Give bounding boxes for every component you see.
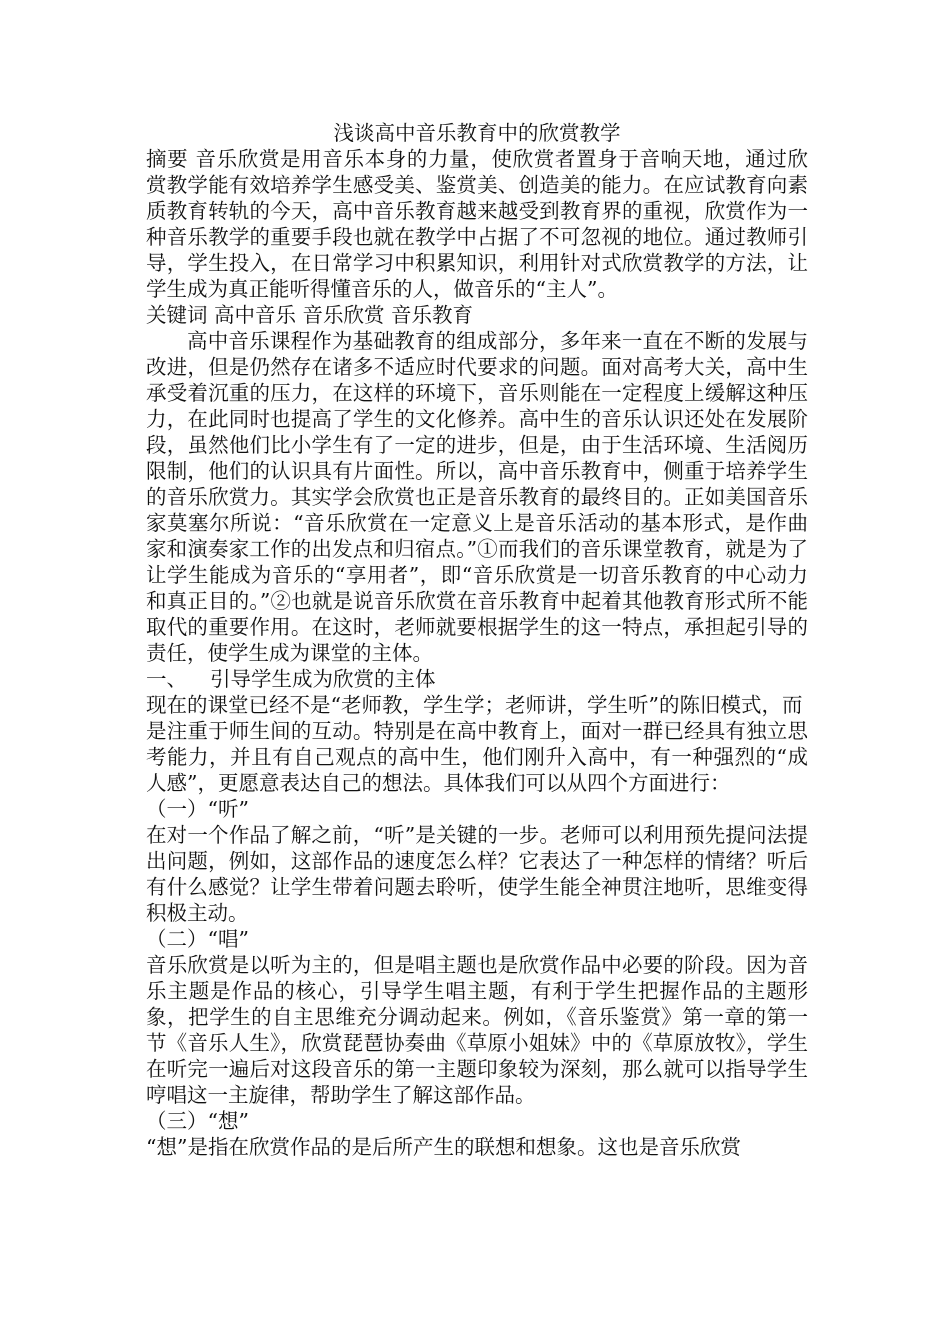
section-title: 引导学生成为欣赏的主体 <box>210 667 436 691</box>
subsection-heading-sing: （二）“唱” <box>146 927 249 951</box>
abstract-paragraph: 摘要 音乐欣赏是用音乐本身的力量，使欣赏者置身于音响天地，通过欣赏教学能有效培养学生感受美、鉴赏美、创造美的能力。在应试教育向素质教育转轨的今天，高中音乐教育越来越受到教育界的重视，欣赏作为一种音乐教学的重要手段也就在教学中占据了不可忽视的地位。通过教师引导，学生投入，在日常学习中积累知识，利用针对式欣赏教学的方法，让学生成为真正能听得懂音乐的人，做音乐的“主人”。 <box>146 147 808 301</box>
section-paragraph-continued: 是注重于师生间的互动。特别是在高中教育上，面对一群已经具有独立思考能力，并且有自己观点的高中生，他们刚升入高中，有一种强烈的“成人感”，更愿意表达自己的想法。具体我们可以从四个方面进行： <box>146 719 808 795</box>
keywords-line: 关键词 高中音乐 音乐欣赏 音乐教育 <box>146 303 474 327</box>
subsection-text-listen: 在对一个作品了解之前，“听”是关键的一步。老师可以利用预先提问法提出问题，例如，这部作品的速度怎么样？它表达了一种怎样的情绪？听后有什么感觉？让学生带着问题去聆听，使学生能全神贯注地听，思维变得积极主动。 <box>146 823 808 925</box>
intro-paragraph: 高中音乐课程作为基础教育的组成部分，多年来一直在不断的发展与改进，但是仍然存在诸多不适应时代要求的问题。面对高考大关，高中生承受着沉重的压力，在这样的环境下，音乐则能在一定程度上缓解这种压力，在此同时也提高了学生的文化修养。高中生的音乐认识还处在发展阶段，虽然他们比小学生有了一定的进步，但是，由于生活环境、生活阅历限制，他们的认识具有片面性。所以，高中音乐教育中，侧重于培养学生的音乐欣赏力。其实学会欣赏也正是音乐教育的最终目的。正如美国音乐家莫塞尔所说：“音乐欣赏在一定意义上是音乐活动的基本形式，是作曲家和演奏家工作的出发点和归宿点。”①而我们的音乐课堂教育，就是为了让学生能成为音乐的“享用者”，即“音乐欣赏是一切音乐教育的中心动力和真正目的。”②也就是说音乐欣赏在音乐教育中起着其他教育形式所不能取代的重要作用。在这时，老师就要根据学生的这一特点，承担起引导的责任，使学生成为课堂的主体。 <box>146 329 808 665</box>
subsection-text-think: “想”是指在欣赏作品的是后所产生的联想和想象。这也是音乐欣赏 <box>146 1135 741 1159</box>
document-page <box>146 120 808 1160</box>
section-number: 一、 <box>146 667 187 691</box>
section-paragraph: 现在的课堂已经不是“老师教，学生学；老师讲，学生听”的陈旧模式，而 <box>146 693 803 717</box>
subsection-text-sing: 音乐欣赏是以听为主的，但是唱主题也是欣赏作品中必要的阶段。因为音乐主题是作品的核心，引导学生唱主题，有利于学生把握作品的主题形象，把学生的自主思维充分调动起来。例如，《音乐鉴赏》第一章的第一节《音乐人生》，欣赏琵琶协奏曲《草原小姐妹》中的《草原放牧》，学生在听完一遍后对这段音乐的第一主题印象较为深刻，那么就可以指导学生哼唱这一主旋律，帮助学生了解这部作品。 <box>146 953 808 1107</box>
subsection-heading-listen: （一）“听” <box>146 797 249 821</box>
section-heading <box>146 666 808 692</box>
document-title: 浅谈高中音乐教育中的欣赏教学 <box>333 121 621 145</box>
subsection-heading-think: （三）“想” <box>146 1109 249 1133</box>
